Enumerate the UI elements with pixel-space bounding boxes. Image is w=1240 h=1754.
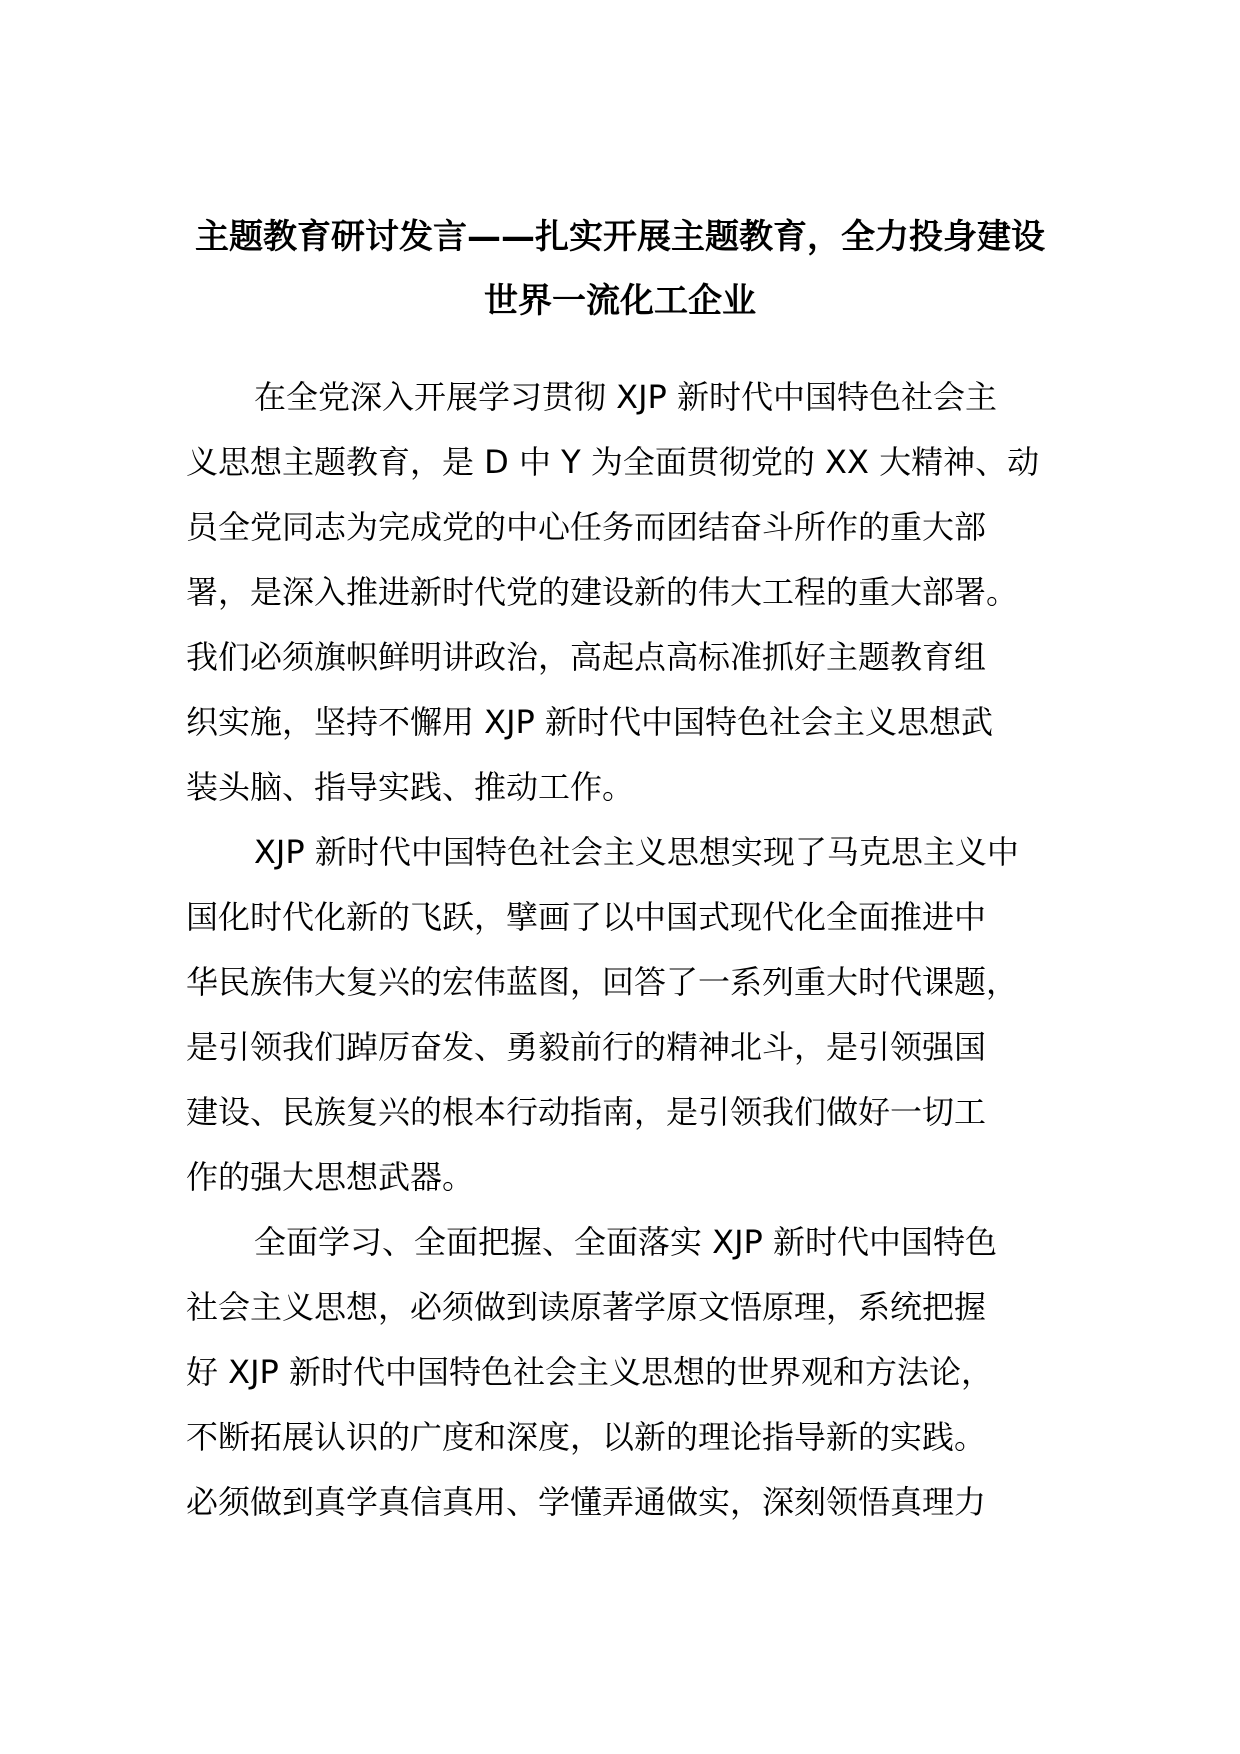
text-line: 装头脑、指导实践、推动工作。 bbox=[186, 768, 635, 806]
text-line: 建设、民族复兴的根本行动指南，是引领我们做好一切工 bbox=[186, 1093, 987, 1131]
paragraph-2 bbox=[186, 820, 1066, 1210]
text-line: 我们必须旗帜鲜明讲政治，高起点高标准抓好主题教育组 bbox=[186, 638, 987, 676]
text-line: 社会主义思想，必须做到读原著学原文悟原理，系统把握 bbox=[186, 1288, 987, 1326]
text-line: 全面学习、全面把握、全面落实 XJP 新时代中国特色 bbox=[254, 1223, 998, 1261]
text-line: 华民族伟大复兴的宏伟蓝图，回答了一系列重大时代课题， bbox=[186, 963, 1019, 1001]
text-line: 在全党深入开展学习贯彻 XJP 新时代中国特色社会主 bbox=[254, 378, 998, 416]
paragraph-1 bbox=[186, 365, 1066, 820]
document-body bbox=[186, 365, 1066, 1535]
text-line: XJP 新时代中国特色社会主义思想实现了马克思主义中 bbox=[254, 833, 1019, 871]
text-line: 员全党同志为完成党的中心任务而团结奋斗所作的重大部 bbox=[186, 508, 987, 546]
text-line: 义思想主题教育，是 D 中 Y 为全面贯彻党的 XX 大精神、动 bbox=[186, 443, 1040, 481]
text-line: 织实施，坚持不懈用 XJP 新时代中国特色社会主义思想武 bbox=[186, 703, 994, 741]
document-title bbox=[185, 205, 1055, 333]
text-line: 是引领我们踔厉奋发、勇毅前行的精神北斗，是引领强国 bbox=[186, 1028, 987, 1066]
title-line: 主题教育研讨发言——扎实开展主题教育，全力投身建设 bbox=[195, 217, 1045, 257]
text-line: 不断拓展认识的广度和深度，以新的理论指导新的实践。 bbox=[186, 1418, 987, 1456]
title-line: 世界一流化工企业 bbox=[484, 281, 756, 321]
text-line: 作的强大思想武器。 bbox=[186, 1158, 475, 1196]
text-line: 国化时代化新的飞跃，擘画了以中国式现代化全面推进中 bbox=[186, 898, 987, 936]
text-line: 必须做到真学真信真用、学懂弄通做实，深刻领悟真理力 bbox=[186, 1483, 987, 1521]
text-line: 署，是深入推进新时代党的建设新的伟大工程的重大部署。 bbox=[186, 573, 1019, 611]
text-line: 好 XJP 新时代中国特色社会主义思想的世界观和方法论， bbox=[186, 1353, 994, 1391]
paragraph-3 bbox=[186, 1210, 1066, 1535]
